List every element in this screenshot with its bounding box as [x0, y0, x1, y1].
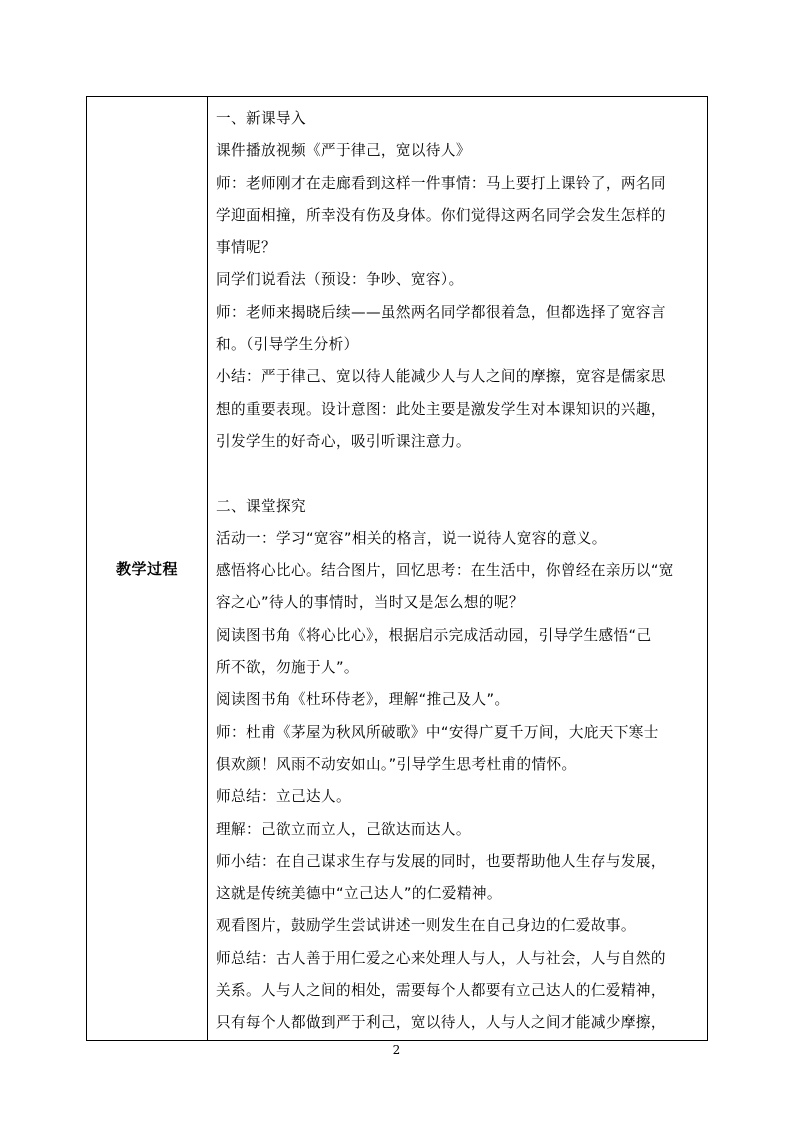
- content-line: 师小结：在自己谋求生存与发展的同时，也要帮助他人生存与发展，: [216, 852, 666, 870]
- row-label-cell: [87, 97, 208, 1041]
- lesson-plan-table: [86, 96, 708, 1041]
- page-number: 2: [392, 1043, 401, 1057]
- content-line: 关系。人与人之间的相处，需要每个人都要有立己达人的仁爱精神，: [216, 982, 666, 1000]
- content-line: 阅读图书角《杜环侍老》，理解“推己及人”。: [216, 691, 510, 709]
- content-line: 活动一：学习“宽容”相关的格言，说一说待人宽容的意义。: [216, 529, 607, 547]
- row-label: 教学过程: [115, 559, 178, 578]
- blank-line: [216, 458, 701, 490]
- content-line: 和。（引导学生分析）: [216, 336, 359, 354]
- content-line: 感悟将心比心。结合图片，回忆思考：在生活中，你曾经在亲历以“宽: [216, 562, 674, 580]
- content-line: 师总结：立己达人。: [216, 788, 351, 806]
- content-lines: [216, 97, 701, 1040]
- content-line: 二、课堂探究: [216, 497, 306, 515]
- content-line: 一、新课导入: [216, 110, 306, 127]
- content-line: 学迎面相撞，所幸没有伤及身体。你们觉得这两名同学会发生怎样的: [216, 206, 666, 224]
- content-line: 课件播放视频《严于律己，宽以待人》: [216, 142, 471, 160]
- content-line: 容之心”待人的事情时，当时又是怎么想的呢？: [216, 594, 524, 612]
- content-line: 阅读图书角《将心比心》，根据启示完成活动园，引导学生感悟“己: [216, 626, 652, 644]
- content-line: 想的重要表现。设计意图：此处主要是激发学生对本课知识的兴趣，: [216, 400, 666, 418]
- content-line: 师：老师来揭晓后续——虽然两名同学都很着急，但都选择了宽容言: [216, 303, 666, 321]
- content-line: 俱欢颜！风雨不动安如山。”引导学生思考杜甫的情怀。: [216, 755, 577, 773]
- content-line: 事情呢？: [216, 239, 276, 257]
- content-line: 小结：严于律己、宽以待人能减少人与人之间的摩擦，宽容是儒家思: [216, 368, 666, 386]
- table-row: [87, 97, 708, 1041]
- content-line: 师：杜甫《茅屋为秋风所破歌》中“安得广夏千万间，大庇天下寒士: [216, 723, 659, 741]
- content-line: 引发学生的好奇心，吸引听课注意力。: [216, 432, 471, 450]
- content-line: 理解：己欲立而立人，己欲达而达人。: [216, 820, 471, 838]
- content-line: 所不欲，勿施于人”。: [216, 659, 359, 677]
- content-line: 这就是传统美德中“立己达人”的仁爱精神。: [216, 885, 502, 903]
- content-line: 只有每个人都做到严于利己，宽以待人，人与人之间才能减少摩擦，: [216, 1014, 666, 1032]
- content-line: 同学们说看法（预设：争吵、宽容）。: [216, 271, 464, 289]
- row-content-cell: [208, 97, 708, 1041]
- content-line: 师：老师刚才在走廊看到这样一件事情：马上要打上课铃了，两名同: [216, 174, 666, 192]
- content-line: 观看图片，鼓励学生尝试讲述一则发生在自己身边的仁爱故事。: [216, 917, 636, 935]
- content-line: 师总结：古人善于用仁爱之心来处理人与人，人与社会，人与自然的: [216, 949, 666, 967]
